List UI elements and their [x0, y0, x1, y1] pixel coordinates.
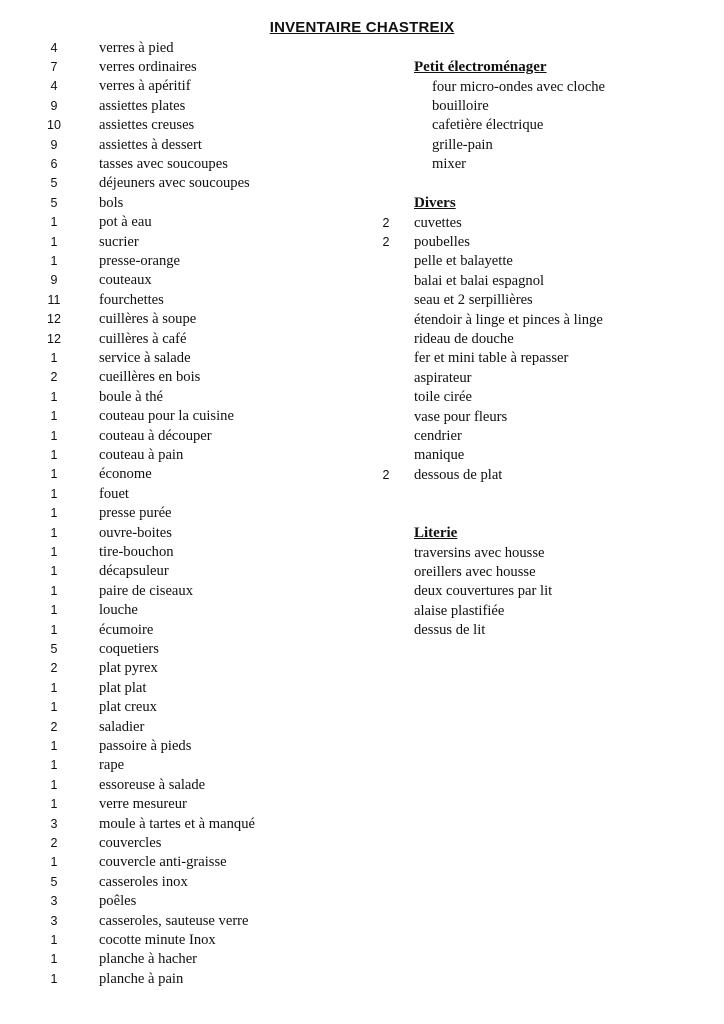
item-label: presse purée: [99, 505, 172, 522]
list-item: [0, 388, 360, 407]
list-item: [0, 271, 360, 290]
item-quantity: 1: [50, 467, 58, 482]
item-label: plat pyrex: [99, 660, 158, 677]
section-heading-divers: Divers: [414, 195, 456, 211]
item-label: rideau de douche: [414, 330, 514, 347]
item-quantity: 2: [382, 467, 390, 482]
item-label: service à salade: [99, 349, 191, 366]
list-item: [0, 892, 360, 911]
list-item: [366, 388, 716, 407]
item-quantity: 12: [47, 331, 61, 346]
item-label: cafetière électrique: [432, 117, 544, 134]
item-quantity: 1: [50, 797, 58, 812]
item-label: deux couvertures par lit: [414, 583, 553, 600]
list-item: [366, 78, 716, 97]
list-item: [0, 737, 360, 756]
item-label: cuillères à café: [99, 330, 187, 347]
item-label: pot à eau: [99, 214, 152, 231]
item-quantity: 2: [382, 215, 390, 230]
list-item: [0, 912, 360, 931]
list-item: [0, 815, 360, 834]
list-item: [0, 970, 360, 989]
item-quantity: 1: [50, 583, 58, 598]
list-item: [0, 58, 360, 77]
item-quantity: 1: [50, 350, 58, 365]
item-label: grille-pain: [432, 136, 493, 153]
item-label: toile cirée: [414, 389, 472, 406]
item-quantity: 1: [50, 215, 58, 230]
list-item: [366, 214, 716, 233]
list-item: [0, 582, 360, 601]
item-quantity: 9: [50, 137, 58, 152]
item-label: cuillères à soupe: [99, 311, 197, 328]
list-item: [366, 291, 716, 310]
list-item: [366, 621, 716, 640]
list-item: [366, 446, 716, 465]
item-label: paire de ciseaux: [99, 582, 193, 599]
list-item: [366, 408, 716, 427]
list-item: [0, 427, 360, 446]
item-label: bouilloire: [432, 97, 489, 114]
list-item: [0, 679, 360, 698]
item-label: fourchettes: [99, 291, 164, 308]
item-label: plat creux: [99, 699, 157, 716]
list-item: [366, 466, 716, 485]
list-item: [0, 621, 360, 640]
list-item: [366, 369, 716, 388]
list-item: [0, 213, 360, 232]
item-label: couvercles: [99, 834, 162, 851]
item-quantity: 1: [50, 855, 58, 870]
item-label: mixer: [432, 156, 467, 173]
item-quantity: 7: [50, 59, 58, 74]
list-item: [0, 718, 360, 737]
list-item: [366, 602, 716, 621]
list-item: [0, 407, 360, 426]
item-quantity: 1: [50, 932, 58, 947]
item-label: verres à apéritif: [99, 78, 191, 95]
list-item: [0, 659, 360, 678]
item-label: verres à pied: [99, 39, 174, 56]
list-item: [366, 311, 716, 330]
item-label: cueillères en bois: [99, 369, 201, 386]
list-item: [0, 349, 360, 368]
list-item: [0, 116, 360, 135]
item-label: vase pour fleurs: [414, 408, 508, 425]
item-quantity: 2: [50, 719, 58, 734]
item-quantity: 4: [50, 40, 58, 55]
list-item: [0, 446, 360, 465]
list-item: [0, 485, 360, 504]
item-label: étendoir à linge et pinces à linge: [414, 311, 603, 328]
list-item: [0, 504, 360, 523]
list-item: [0, 291, 360, 310]
item-label: économe: [99, 466, 152, 483]
list-item: [0, 950, 360, 969]
item-label: ouvre-boites: [99, 524, 172, 541]
item-label: couvercle anti-graisse: [99, 854, 227, 871]
item-quantity: 1: [50, 506, 58, 521]
list-item: [366, 116, 716, 135]
item-label: casseroles, sauteuse verre: [99, 912, 249, 929]
item-label: traversins avec housse: [414, 544, 545, 561]
item-label: rape: [99, 757, 125, 774]
item-quantity: 1: [50, 428, 58, 443]
list-item: [366, 563, 716, 582]
item-label: fouet: [99, 485, 129, 502]
item-quantity: 1: [50, 952, 58, 967]
item-label: écumoire: [99, 621, 154, 638]
item-label: planche à pain: [99, 970, 184, 987]
list-item: [366, 97, 716, 116]
item-quantity: 5: [50, 641, 58, 656]
item-label: presse-orange: [99, 252, 181, 269]
item-quantity: 10: [47, 118, 61, 133]
item-quantity: 1: [50, 525, 58, 540]
item-quantity: 1: [50, 758, 58, 773]
item-quantity: 1: [50, 680, 58, 695]
item-label: essoreuse à salade: [99, 776, 206, 793]
item-label: assiettes plates: [99, 97, 186, 114]
item-label: moule à tartes et à manqué: [99, 815, 256, 832]
section-heading-literie: Literie: [414, 525, 458, 541]
item-label: dessous de plat: [414, 466, 503, 483]
list-item: [366, 427, 716, 446]
item-quantity: 1: [50, 409, 58, 424]
item-label: poêles: [99, 893, 137, 910]
list-item: [0, 834, 360, 853]
list-item: [366, 272, 716, 291]
list-item: [0, 155, 360, 174]
list-item: [0, 543, 360, 562]
item-label: assiettes à dessert: [99, 136, 202, 153]
list-item: [366, 252, 716, 271]
item-label: boule à thé: [99, 388, 164, 405]
item-quantity: 9: [50, 98, 58, 113]
item-label: couteau à découper: [99, 427, 212, 444]
item-label: cocotte minute Inox: [99, 931, 216, 948]
item-label: cendrier: [414, 427, 462, 444]
item-label: planche à hacher: [99, 951, 198, 968]
item-quantity: 1: [50, 389, 58, 404]
list-item: [0, 77, 360, 96]
list-item: [0, 931, 360, 950]
document-title: INVENTAIRE CHASTREIX: [269, 19, 455, 36]
list-item: [0, 873, 360, 892]
list-item: [0, 97, 360, 116]
list-item: [0, 252, 360, 271]
item-label: bols: [99, 194, 124, 211]
item-quantity: 2: [382, 234, 390, 249]
item-label: verre mesureur: [99, 796, 187, 813]
item-quantity: 1: [50, 544, 58, 559]
item-quantity: 1: [50, 234, 58, 249]
list-item: [366, 582, 716, 601]
item-label: seau et 2 serpillières: [414, 292, 533, 309]
item-quantity: 6: [50, 156, 58, 171]
item-quantity: 4: [50, 79, 58, 94]
item-label: couteaux: [99, 272, 152, 289]
item-label: cuvettes: [414, 214, 462, 231]
list-item: [366, 136, 716, 155]
list-item: [0, 601, 360, 620]
list-item: [0, 524, 360, 543]
item-label: déjeuners avec soucoupes: [99, 175, 250, 192]
item-quantity: 1: [50, 603, 58, 618]
list-item: [0, 330, 360, 349]
item-label: plat plat: [99, 679, 147, 696]
item-quantity: 1: [50, 738, 58, 753]
item-label: saladier: [99, 718, 145, 735]
list-item: [366, 233, 716, 252]
item-label: louche: [99, 602, 138, 619]
list-item: [366, 155, 716, 174]
list-item: [0, 756, 360, 775]
list-item: [0, 465, 360, 484]
item-label: oreillers avec housse: [414, 563, 536, 580]
section-heading-petit-electromenager: Petit électroménager: [414, 59, 547, 75]
list-item: [0, 776, 360, 795]
list-item: [0, 562, 360, 581]
item-quantity: 2: [50, 370, 58, 385]
list-item: [0, 368, 360, 387]
item-label: verres ordinaires: [99, 58, 197, 75]
item-label: tasses avec soucoupes: [99, 155, 228, 172]
item-label: poubelles: [414, 233, 470, 250]
list-item: [0, 174, 360, 193]
item-label: alaise plastifiée: [414, 602, 505, 619]
item-quantity: 1: [50, 486, 58, 501]
item-label: dessus de lit: [414, 622, 486, 639]
item-quantity: 1: [50, 447, 58, 462]
item-quantity: 3: [50, 894, 58, 909]
item-quantity: 1: [50, 971, 58, 986]
list-item: [366, 544, 716, 563]
item-label: fer et mini table à repasser: [414, 350, 569, 367]
item-label: four micro-ondes avec cloche: [432, 78, 606, 95]
item-quantity: 1: [50, 253, 58, 268]
item-label: pelle et balayette: [414, 253, 513, 270]
item-label: passoire à pieds: [99, 737, 192, 754]
list-item: [0, 233, 360, 252]
list-item: [366, 330, 716, 349]
item-quantity: 1: [50, 700, 58, 715]
item-quantity: 1: [50, 777, 58, 792]
list-item: [0, 310, 360, 329]
item-label: aspirateur: [414, 369, 472, 386]
list-item: [0, 795, 360, 814]
item-label: couteau à pain: [99, 446, 184, 463]
item-label: balai et balai espagnol: [414, 272, 545, 289]
item-quantity: 9: [50, 273, 58, 288]
item-quantity: 1: [50, 564, 58, 579]
item-label: manique: [414, 447, 465, 464]
list-item: [0, 194, 360, 213]
item-quantity: 2: [50, 835, 58, 850]
item-quantity: 5: [50, 195, 58, 210]
item-label: coquetiers: [99, 640, 159, 657]
item-label: tire-bouchon: [99, 543, 174, 560]
item-quantity: 3: [50, 816, 58, 831]
item-quantity: 3: [50, 913, 58, 928]
list-item: [0, 136, 360, 155]
item-quantity: 5: [50, 176, 58, 191]
list-item: [0, 640, 360, 659]
list-item: [0, 39, 360, 58]
item-quantity: 12: [47, 312, 61, 327]
item-quantity: 2: [50, 661, 58, 676]
item-quantity: 1: [50, 622, 58, 637]
list-item: [366, 349, 716, 368]
item-label: casseroles inox: [99, 873, 188, 890]
list-item: [0, 853, 360, 872]
item-label: sucrier: [99, 233, 139, 250]
item-label: assiettes creuses: [99, 117, 195, 134]
item-quantity: 11: [47, 292, 61, 307]
item-quantity: 5: [50, 874, 58, 889]
item-label: décapsuleur: [99, 563, 169, 580]
list-item: [0, 698, 360, 717]
item-label: couteau pour la cuisine: [99, 408, 234, 425]
